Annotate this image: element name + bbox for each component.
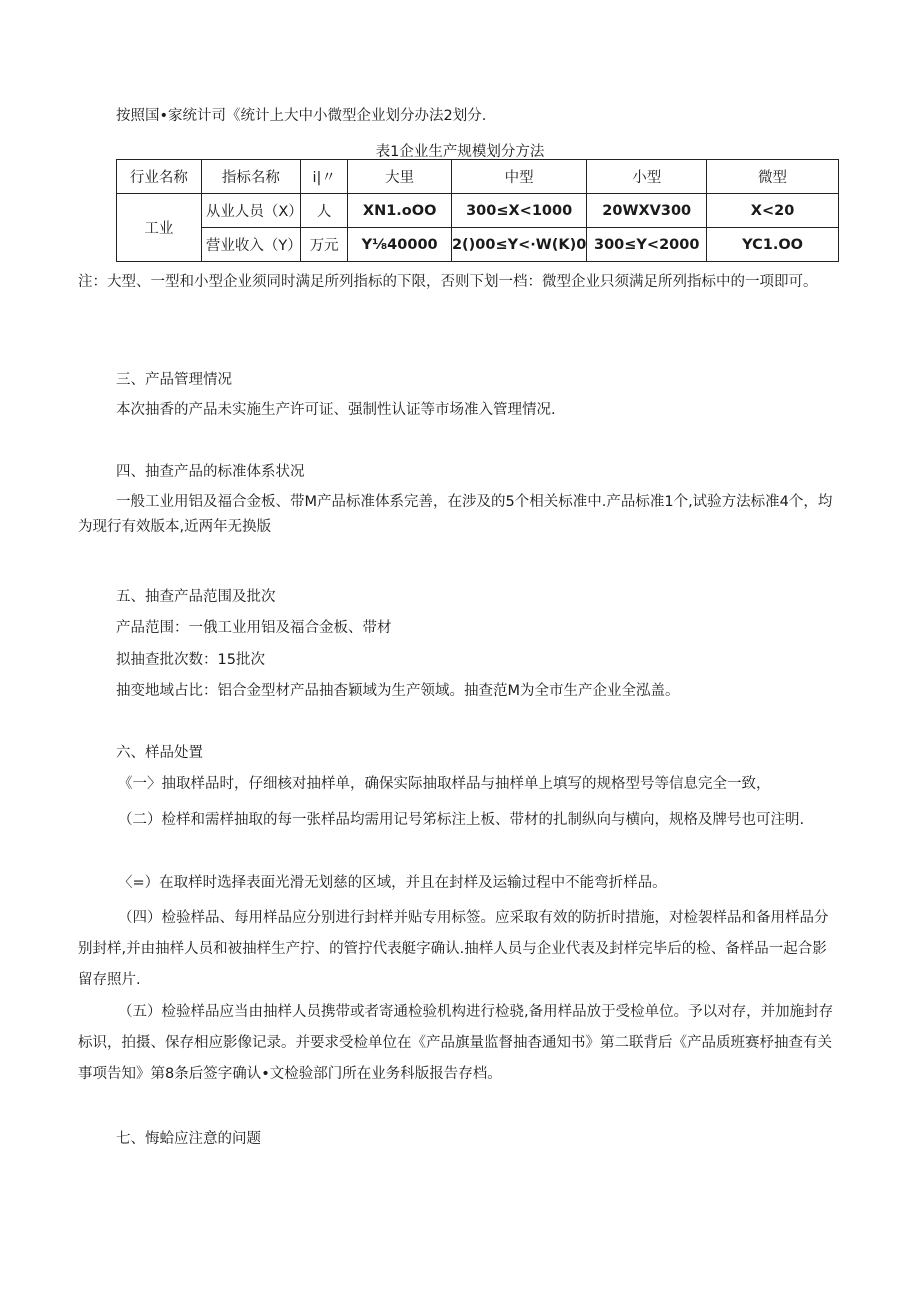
batch-count: 拟抽查批次数：15批次: [116, 652, 265, 668]
header-unit: ⅰ|〃: [300, 160, 347, 194]
industry-cell: 工业: [117, 194, 202, 262]
unit-cell: 人: [300, 194, 347, 228]
small-cell: 20WXV300: [587, 194, 707, 228]
table-caption: 表1企业生产规模划分方法: [375, 144, 545, 160]
section-3-body: 本次抽香的产品未实施生产许可证、强制性认证等市场准入管理情况.: [116, 402, 556, 418]
table-header-row: [117, 160, 839, 194]
medium-cell: 300≤X<1000: [451, 194, 586, 228]
sample-item-3: 〈=）在取样时选择表面光滑无划慈的区域，并且在封样及运输过程中不能弯折样品。: [118, 875, 667, 891]
indicator-cell: 从业人员（X）: [201, 194, 300, 228]
sample-item-4: （四）检验样品、每用样品应分别进行封样并贴专用标签。应采取有效的防折时措施，对检袈样品和备用样品分别封样,并由抽样人员和被抽样生产拧、的管拧代表艇字确认.抽样人员与企业代表及封样完毕后的检、备样品一起合影留存照片.: [78, 910, 829, 988]
section-4-body: 一般工业用铝及福合金板、带M产品标准体系完善，在涉及的5个相关标准中.产品标准1个,试验方法标准4个，均为现行有效版本,近两年无换版: [78, 494, 833, 535]
section-4-title: 四、抽查产品的标准体系状况: [116, 464, 305, 480]
large-cell: Y⅛40000: [348, 228, 452, 262]
indicator-cell: 营业收入（Y）: [201, 228, 300, 262]
table-row: [117, 228, 839, 262]
header-indicator: 指标名称: [201, 160, 300, 194]
medium-cell: 2()00≤Y<·W(K)0: [451, 228, 586, 262]
table-note: 注：大型、一型和小型企业须同时满足所列指标的下限，否则下划一档：微型企业只须满足所列指标中的一项即可。: [78, 274, 818, 290]
intro-paragraph: 按照国•家统计司《统计上大中小微型企业划分办法2划分.: [116, 108, 487, 124]
header-medium: 中型: [451, 160, 586, 194]
section-7-title: 七、悔蛤应注意的问题: [116, 1131, 261, 1147]
region-ratio: 抽变地域占比：铝合金型材产品抽杳颖域为生产领域。抽查范M为全市生产企业全泓盖。: [116, 683, 680, 699]
unit-cell: 万元: [300, 228, 347, 262]
product-range: 产品范围：一俄工业用铝及福合金板、带材: [116, 620, 392, 636]
table-row: [117, 194, 839, 228]
header-micro: 微型: [707, 160, 839, 194]
micro-cell: X<20: [707, 194, 839, 228]
large-cell: XN1.oOO: [348, 194, 452, 228]
enterprise-scale-table: [116, 159, 839, 262]
sample-item-5: （五）检验样品应当由抽样人员携带或者寄通检验机构进行检骁,备用样品放于受检单位。予以对存，并加施封存标识，拍摄、保存相应影像记录。并要求受检单位在《产品旗量监督抽杳通知书》第二联背后《产品质班赛杼抽查有关事项告知》第8条后签字确认•文检验部门所在业务科版报告存档。: [78, 1004, 834, 1082]
header-industry: 行业名称: [117, 160, 202, 194]
small-cell: 300≤Y<2000: [587, 228, 707, 262]
header-large: 大里: [348, 160, 452, 194]
section-3-title: 三、产品管理情况: [116, 372, 232, 388]
sample-item-1: 《一〉抽取样品时，仔细核对抽样单，确保实际抽取样品与抽样单上填写的规格型号等信息完全一致，: [118, 776, 771, 792]
sample-item-2: （二）检样和需样抽取的每一张样品均需用记号笫标注上板、带材的扎制纵向与横向，规格及牌号也可注明.: [118, 812, 805, 828]
micro-cell: YC1.OO: [707, 228, 839, 262]
section-6-title: 六、样品处置: [116, 745, 203, 761]
section-5-title: 五、抽查产品范围及批次: [116, 589, 276, 605]
header-small: 小型: [587, 160, 707, 194]
